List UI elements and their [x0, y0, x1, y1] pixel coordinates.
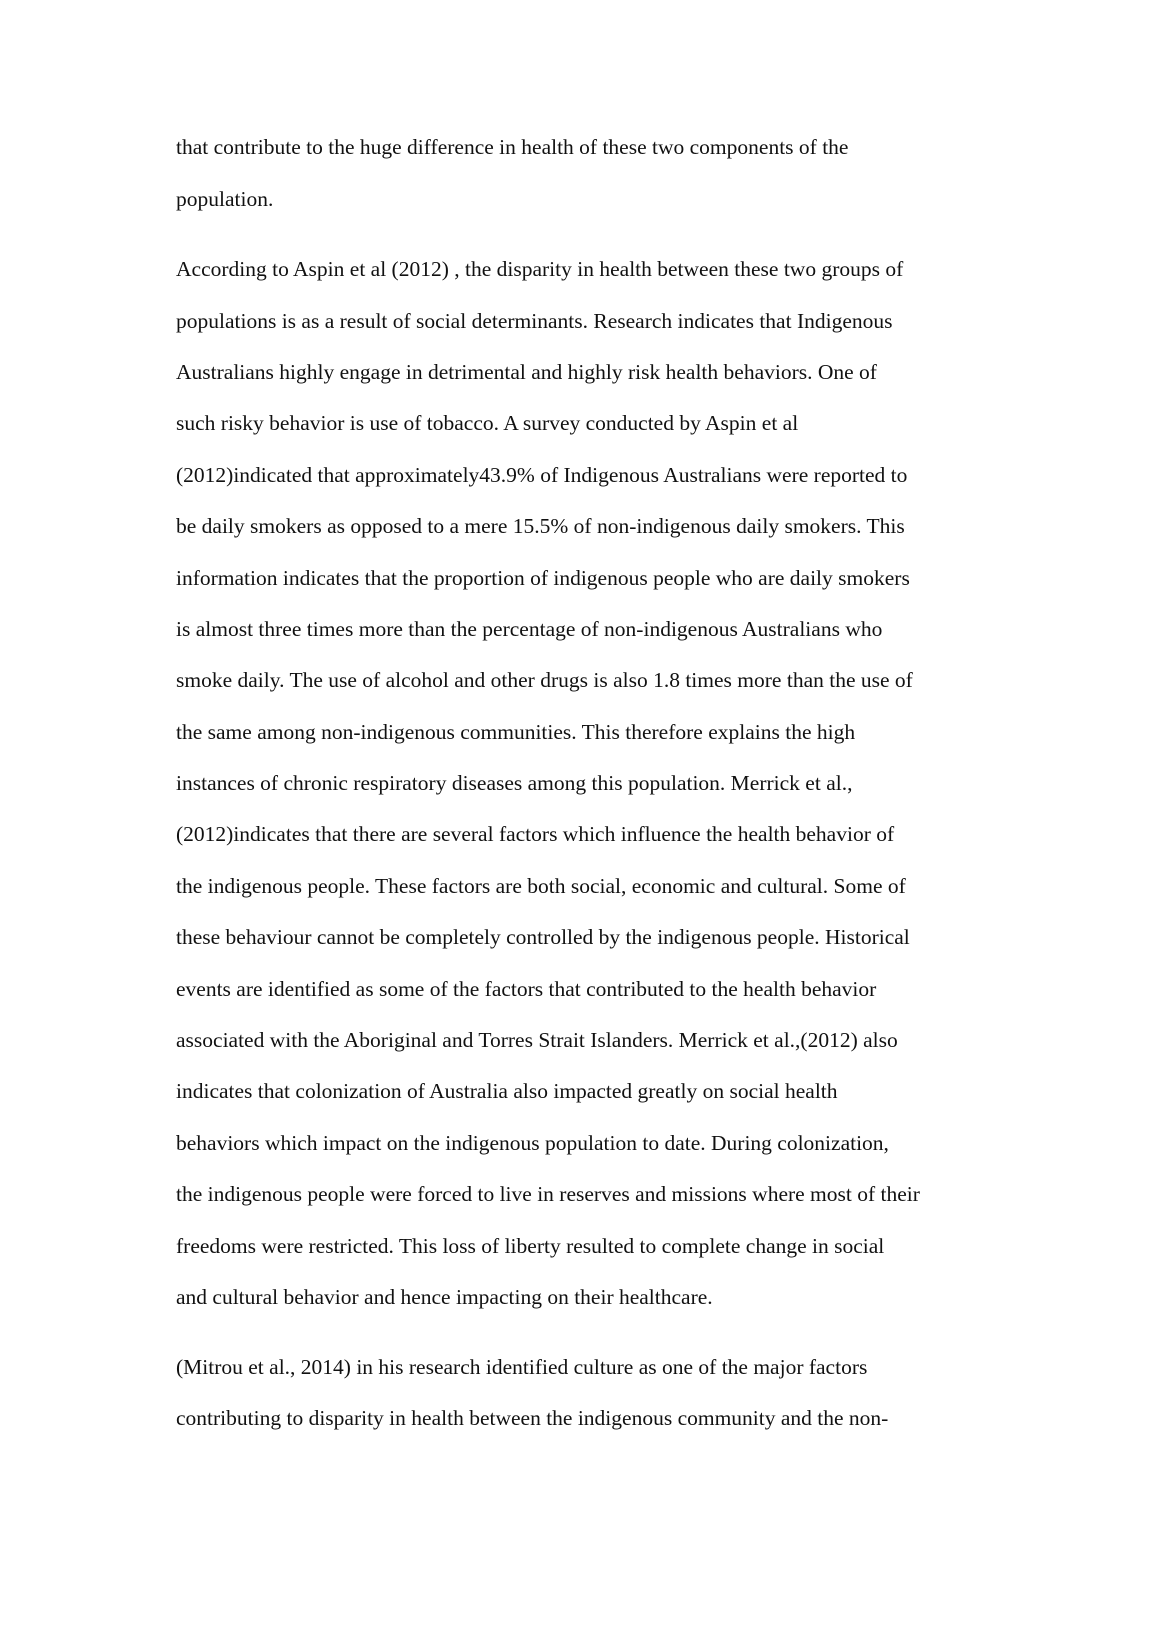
text-line: is almost three times more than the percentage of non-indigenous Australians who [176, 617, 883, 641]
text-line: According to Aspin et al (2012) , the disparity in health between these two groups of [176, 257, 904, 281]
text-line: population. [176, 187, 274, 211]
text-line: the same among non-indigenous communities. This therefore explains the high [176, 720, 856, 744]
text-line: information indicates that the proportion of indigenous people who are daily smokers [176, 566, 910, 590]
text-line: be daily smokers as opposed to a mere 15.5% of non-indigenous daily smokers. This [176, 514, 905, 538]
text-line: Australians highly engage in detrimental and highly risk health behaviors. One of [176, 360, 877, 384]
text-line: the indigenous people. These factors are both social, economic and cultural. Some of [176, 874, 906, 898]
text-line: such risky behavior is use of tobacco. A survey conducted by Aspin et al [176, 411, 799, 435]
text-line: smoke daily. The use of alcohol and other drugs is also 1.8 times more than the use of [176, 668, 913, 692]
text-line: populations is as a result of social determinants. Research indicates that Indigenous [176, 309, 893, 333]
text-line: instances of chronic respiratory diseases among this population. Merrick et al., [176, 771, 853, 795]
text-line: (Mitrou et al., 2014) in his research identified culture as one of the major factors [176, 1355, 868, 1379]
text-line: the indigenous people were forced to live in reserves and missions where most of their [176, 1182, 920, 1206]
text-line: (2012)indicates that there are several factors which influence the health behavior of [176, 822, 895, 846]
text-line: (2012)indicated that approximately43.9% of Indigenous Australians were reported to [176, 463, 908, 487]
text-line: associated with the Aboriginal and Torres Strait Islanders. Merrick et al.,(2012) also [176, 1028, 898, 1052]
text-line: freedoms were restricted. This loss of liberty resulted to complete change in social [176, 1234, 885, 1258]
text-line: events are identified as some of the factors that contributed to the health behavior [176, 977, 877, 1001]
text-line: and cultural behavior and hence impacting on their healthcare. [176, 1285, 713, 1309]
text-line: contributing to disparity in health between the indigenous community and the non- [176, 1406, 889, 1430]
text-line: indicates that colonization of Australia also impacted greatly on social health [176, 1079, 838, 1103]
text-line: these behaviour cannot be completely controlled by the indigenous people. Historical [176, 925, 910, 949]
text-line: behaviors which impact on the indigenous population to date. During colonization, [176, 1131, 889, 1155]
text-line: that contribute to the huge difference in health of these two components of the [176, 135, 849, 159]
